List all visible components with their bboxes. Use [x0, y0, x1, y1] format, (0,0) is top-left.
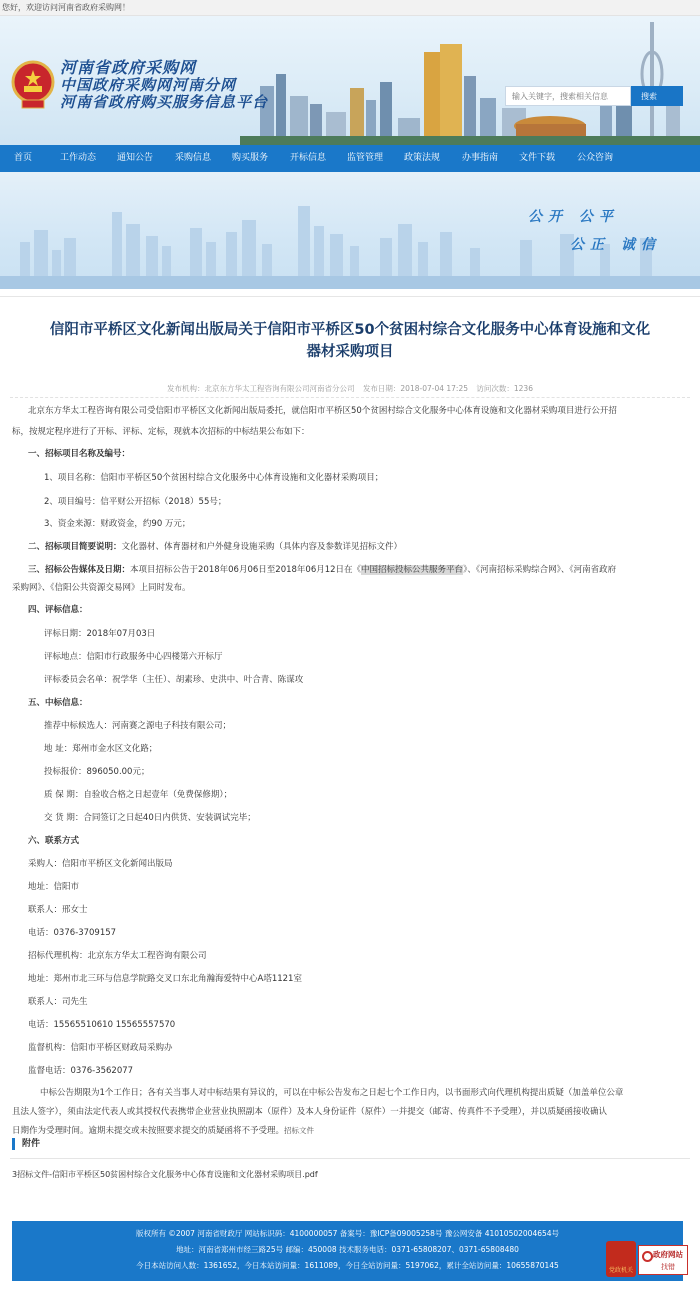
contact-agent: 招标代理机构：北京东方华太工程咨询有限公司 — [28, 951, 207, 961]
site-footer — [12, 1221, 683, 1281]
nav-item-work-news[interactable]: 工作动态 — [60, 153, 97, 163]
magnifier-icon — [642, 1251, 653, 1262]
meta-divider — [10, 397, 690, 398]
section4-date: 评标日期：2018年07月03日 — [44, 629, 156, 639]
section2 — [28, 539, 402, 555]
section3-title: 三、招标公告媒体及日期： — [28, 565, 131, 575]
section4-place: 评标地点：信阳市行政服务中心四楼第六开标厅 — [44, 652, 223, 662]
site-title-line3: 河南省政府购买服务信息平台 — [60, 93, 269, 111]
notice-line3-text: 日期作为受理时间。逾期未提交或未按照要求提交的质疑函将不予受理。 — [12, 1126, 285, 1136]
section5-title: 五、中标信息： — [28, 698, 88, 708]
section1-item2: 2、项目编号：信平财公开招标（2018）55号； — [44, 497, 227, 507]
section1-title: 一、招标项目名称及编号： — [28, 449, 131, 459]
contact-agent-person: 联系人：司先生 — [28, 997, 88, 1007]
notice-line3 — [12, 1123, 314, 1139]
contact-agent-address: 地址：郑州市北三环与信息学院路交叉口东北角瀚海爱特中心A塔1121室 — [28, 974, 302, 984]
section3-highlight: 中国招标投标公共服务平台 — [361, 565, 464, 575]
section4-members: 评标委员会名单：祝学华（主任）、胡素珍、史洪中、叶合青、陈谋攻 — [44, 675, 304, 685]
section3-text-b: 》、《河南招标采购综合网》、《河南省政府 — [463, 565, 617, 575]
contact-buyer-person: 联系人：邢女士 — [28, 905, 88, 915]
national-emblem-icon — [10, 56, 56, 112]
attachment-divider — [10, 1158, 690, 1159]
contact-supervisor: 监督机构：信阳市平桥区财政局采购办 — [28, 1043, 173, 1053]
section1-item1: 1、项目名称：信阳市平桥区50个贫困村综合文化服务中心体育设施和文化器材采购项目； — [44, 473, 384, 483]
nav-item-guide[interactable]: 办事指南 — [462, 153, 499, 163]
hero-skyline-illustration — [0, 172, 700, 289]
section5-warranty: 质 保 期：自验收合格之日起壹年（免费保修期）； — [44, 790, 233, 800]
section2-text: 文化器材、体育器材和户外健身设施采购（具体内容及参数详见招标文件） — [121, 542, 403, 552]
meta-date: 发布日期：2018-07-04 17:25 — [362, 384, 468, 393]
main-nav — [0, 145, 700, 172]
footer-line1: 版权所有 ©2007 河南省财政厅 网站标识码：4100000057 备案号：豫ICP备09005258号 豫公网安备 41010502004654号 — [135, 1229, 560, 1238]
section3-line2: 采购网》、《信阳公共资源交易网》上同时发布。 — [12, 583, 191, 593]
notice-line2: 且法人签字），须由法定代表人或其授权代表携带企业营业执照副本（原件）及本人身份证件（原件）一并提交（邮寄、传真件不予受理），并以质疑函接收确认 — [12, 1107, 608, 1117]
nav-item-supervision[interactable]: 监管管理 — [347, 153, 384, 163]
article-meta — [0, 383, 700, 394]
slogan-line2: 公正 诚信 — [570, 237, 661, 253]
slogan-line1: 公开 公平 — [528, 209, 619, 225]
nav-item-notices[interactable]: 通知公告 — [117, 153, 154, 163]
nav-item-purchase-services[interactable]: 购买服务 — [232, 153, 269, 163]
attachment-file-link[interactable]: 3招标文件-信阳市平桥区50贫困村综合文化服务中心体育设施和文化器材采购项目.pdf — [12, 1170, 318, 1179]
section3-text-a: 本项目招标公告于2018年06月06日至2018年06月12日在《 — [130, 565, 362, 575]
contact-supervisor-phone: 监督电话：0376-3562077 — [28, 1066, 134, 1076]
site-title-line2: 中国政府采购网河南分网 — [60, 76, 237, 94]
gov-badge-line2: 找错 — [661, 1263, 675, 1271]
contact-buyer-phone: 电话：0376-3709157 — [28, 928, 117, 938]
article-title-line1: 信阳市平桥区文化新闻出版局关于信阳市平桥区50个贫困村综合文化服务中心体育设施和文化 — [49, 322, 651, 338]
welcome-bar — [0, 0, 700, 16]
hero-banner — [0, 172, 700, 289]
party-government-badge-icon[interactable] — [606, 1241, 636, 1277]
gov-website-error-report-badge[interactable] — [638, 1245, 688, 1275]
section4-title: 四、评标信息： — [28, 605, 88, 615]
footer-line3: 今日本站访问人数：1361652，今日本站访问量：1611089，今日全站访问量：5197062，累计全站访问量：10655870145 — [136, 1261, 559, 1270]
search-button[interactable]: 搜索 — [631, 86, 683, 106]
meta-publisher: 发布机构：北京东方华太工程咨询有限公司河南省分公司 — [167, 384, 355, 393]
notice-tail: 招标文件 — [284, 1126, 315, 1135]
party-badge-label: 党政机关 — [608, 1267, 633, 1274]
intro-line2: 标，按规定程序进行了开标、评标、定标，现就本次招标的中标结果公布如下： — [12, 427, 310, 437]
meta-views: 访问次数：1236 — [476, 384, 533, 393]
section2-title: 二、招标项目简要说明： — [28, 542, 122, 552]
notice-line1: 中标公告期限为1个工作日；各有关当事人对中标结果有异议的，可以在中标公告发布之日起七个工作日内，以书面形式向代理机构提出质疑（加盖单位公章 — [40, 1088, 624, 1098]
site-title-line1: 河南省政府采购网 — [60, 58, 197, 77]
section5-delivery: 交 货 期：合同签订之日起40日内供货、安装调试完毕； — [44, 813, 256, 823]
attachment-heading: 附件 — [12, 1138, 40, 1150]
section6-title: 六、联系方式 — [28, 836, 80, 846]
nav-item-public-consult[interactable]: 公众咨询 — [577, 153, 614, 163]
nav-item-regulations[interactable]: 政策法规 — [404, 153, 441, 163]
nav-item-downloads[interactable]: 文件下载 — [519, 153, 556, 163]
city-skyline-illustration — [240, 16, 700, 145]
contact-buyer-address: 地址：信阳市 — [28, 882, 80, 892]
contact-agent-phone: 电话：15565510610 15565557570 — [28, 1020, 176, 1030]
section3 — [28, 562, 616, 578]
search-input[interactable] — [505, 86, 631, 106]
gov-badge-line1: 政府网站 — [653, 1250, 683, 1259]
nav-item-procurement-info[interactable]: 采购信息 — [175, 153, 212, 163]
contact-buyer: 采购人：信阳市平桥区文化新闻出版局 — [28, 859, 173, 869]
site-banner — [0, 16, 700, 145]
nav-item-home[interactable]: 首页 — [14, 153, 33, 163]
site-title-block — [60, 59, 268, 111]
section5-price: 投标报价：896050.00元； — [44, 767, 150, 777]
nav-item-bid-opening[interactable]: 开标信息 — [290, 153, 327, 163]
section1-item3: 3、资金来源：财政资金，约90 万元； — [44, 519, 191, 529]
footer-line2: 地址：河南省郑州市经三路25号 邮编：450008 技术服务电话：0371-65808207、0371-65808480 — [176, 1245, 519, 1254]
article-title-line2: 器材采购项目 — [306, 344, 394, 360]
section5-address: 地 址：郑州市金水区文化路； — [44, 744, 158, 754]
article-title — [0, 319, 700, 363]
welcome-text: 您好，欢迎访问河南省政府采购网！ — [2, 3, 130, 12]
section5-winner: 推荐中标候选人：河南赛之源电子科技有限公司； — [44, 721, 232, 731]
intro-line1: 北京东方华太工程咨询有限公司受信阳市平桥区文化新闻出版局委托，就信阳市平桥区50个贫困村综合文化服务中心体育设施和文化器材采购项目进行公开招 — [28, 406, 617, 416]
